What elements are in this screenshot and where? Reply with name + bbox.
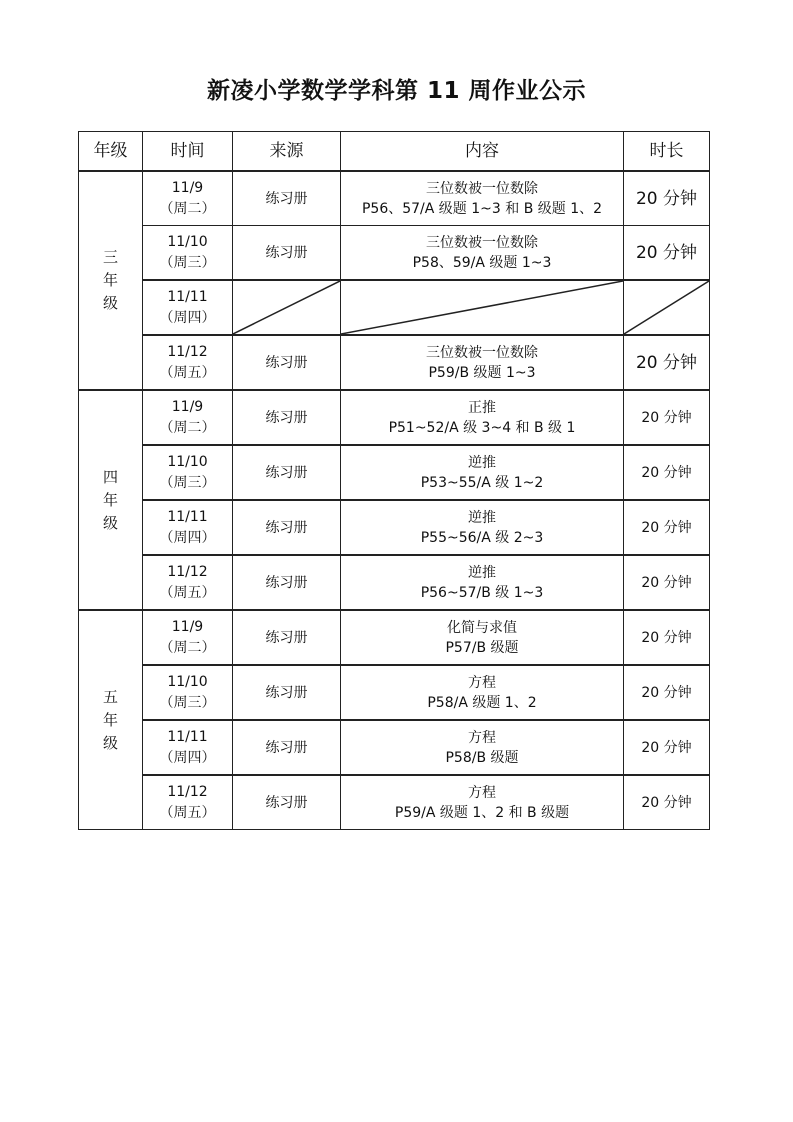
cell-text: 逆推 bbox=[468, 454, 496, 471]
cell-text: 方程 bbox=[468, 729, 496, 746]
date-cell bbox=[143, 500, 233, 555]
source-cell: 练习册 bbox=[233, 500, 341, 555]
date-cell bbox=[143, 390, 233, 445]
page-title: 新凌小学数学学科第 11 周作业公示 bbox=[206, 78, 587, 104]
grade-cell-3 bbox=[79, 171, 143, 390]
cell-text: P56~57/B 级 1~3 bbox=[420, 584, 544, 601]
cell-text: 11/9 bbox=[171, 398, 204, 415]
cell-text: （周三） bbox=[159, 694, 216, 711]
cell-text: 11/10 bbox=[167, 673, 208, 690]
diagonal-slash bbox=[233, 281, 340, 334]
cell-text: 级 bbox=[102, 733, 118, 752]
cell-text: 11/9 bbox=[171, 618, 204, 635]
table-row bbox=[79, 390, 710, 445]
date-cell bbox=[143, 720, 233, 775]
source-cell: 练习册 bbox=[233, 335, 341, 390]
cell-text: （周四） bbox=[159, 529, 216, 546]
grade-cell-5 bbox=[79, 610, 143, 830]
grade-cell-4 bbox=[79, 390, 143, 610]
cell-text: 级 bbox=[102, 513, 118, 532]
table-row bbox=[79, 335, 710, 390]
cell-text: P56、57/A 级题 1~3 和 B 级题 1、2 bbox=[361, 200, 603, 217]
source-cell: 练习册 bbox=[233, 610, 341, 665]
source-cell: 练习册 bbox=[233, 775, 341, 830]
content-cell bbox=[341, 775, 624, 830]
table-row-no-homework bbox=[79, 280, 710, 335]
date-cell bbox=[143, 335, 233, 390]
content-cell bbox=[341, 171, 624, 226]
cell-text: （周四） bbox=[159, 749, 216, 766]
cell-text: （周五） bbox=[159, 584, 216, 601]
duration-cell: 20 分钟 bbox=[624, 500, 710, 555]
cell-text: （周二） bbox=[159, 639, 216, 656]
date-cell bbox=[143, 775, 233, 830]
table-header-row bbox=[79, 132, 710, 172]
cell-text: 五 bbox=[102, 687, 118, 706]
duration-cell: 20 分钟 bbox=[624, 335, 710, 390]
cell-text: 11/11 bbox=[167, 728, 208, 745]
content-cell bbox=[341, 445, 624, 500]
date-cell bbox=[143, 226, 233, 281]
cell-text: P58、59/A 级题 1~3 bbox=[412, 254, 552, 271]
empty-slash-cell bbox=[233, 280, 341, 335]
table-row bbox=[79, 171, 710, 226]
duration-cell: 20 分钟 bbox=[624, 226, 710, 281]
source-cell: 练习册 bbox=[233, 665, 341, 720]
content-cell bbox=[341, 720, 624, 775]
cell-text: 11/12 bbox=[167, 343, 208, 360]
cell-text: 年 bbox=[102, 490, 118, 509]
duration-cell: 20 分钟 bbox=[624, 555, 710, 610]
cell-text: （周二） bbox=[159, 200, 216, 217]
cell-text: 年 bbox=[102, 271, 118, 289]
header-duration: 时长 bbox=[624, 132, 710, 172]
cell-text: 11/11 bbox=[167, 288, 208, 305]
table-row bbox=[79, 720, 710, 775]
cell-text: 四 bbox=[102, 467, 118, 486]
cell-text: （周三） bbox=[159, 474, 216, 491]
cell-text: 逆推 bbox=[468, 564, 496, 581]
cell-text: 三位数被一位数除 bbox=[426, 180, 538, 197]
content-cell bbox=[341, 500, 624, 555]
cell-text: P55~56/A 级 2~3 bbox=[420, 529, 544, 546]
cell-text: P59/B 级题 1~3 bbox=[428, 364, 536, 381]
cell-text: 方程 bbox=[468, 784, 496, 801]
empty-slash-cell bbox=[624, 280, 710, 335]
source-cell: 练习册 bbox=[233, 390, 341, 445]
cell-text: 11/12 bbox=[167, 563, 208, 580]
cell-text: 11/9 bbox=[171, 179, 204, 196]
table-row bbox=[79, 445, 710, 500]
content-cell bbox=[341, 335, 624, 390]
cell-text: （周三） bbox=[159, 254, 216, 271]
cell-text: 方程 bbox=[468, 674, 496, 691]
source-cell: 练习册 bbox=[233, 445, 341, 500]
content-cell bbox=[341, 226, 624, 281]
diagonal-slash bbox=[341, 281, 623, 334]
duration-cell: 20 分钟 bbox=[624, 775, 710, 830]
duration-cell: 20 分钟 bbox=[624, 390, 710, 445]
table-row bbox=[79, 665, 710, 720]
cell-text: 11/10 bbox=[167, 453, 208, 470]
header-time: 时间 bbox=[143, 132, 233, 172]
cell-text: 11/10 bbox=[167, 233, 208, 250]
cell-text: 三 bbox=[102, 248, 118, 266]
date-cell bbox=[143, 445, 233, 500]
cell-text: 11/12 bbox=[167, 783, 208, 800]
date-cell bbox=[143, 610, 233, 665]
content-cell bbox=[341, 390, 624, 445]
cell-text: （周四） bbox=[159, 309, 216, 326]
cell-text: P57/B 级题 bbox=[445, 639, 519, 656]
cell-text: （周五） bbox=[159, 364, 216, 381]
content-cell bbox=[341, 555, 624, 610]
cell-text: P51~52/A 级 3~4 和 B 级 1 bbox=[388, 419, 576, 436]
header-grade: 年级 bbox=[79, 132, 143, 172]
empty-slash-cell bbox=[341, 280, 624, 335]
table-row bbox=[79, 226, 710, 281]
content-cell bbox=[341, 610, 624, 665]
duration-cell: 20 分钟 bbox=[624, 610, 710, 665]
cell-text: （周二） bbox=[159, 419, 216, 436]
duration-cell: 20 分钟 bbox=[624, 665, 710, 720]
cell-text: P58/A 级题 1、2 bbox=[427, 694, 537, 711]
table-row bbox=[79, 775, 710, 830]
table-row bbox=[79, 500, 710, 555]
source-cell: 练习册 bbox=[233, 171, 341, 226]
duration-cell: 20 分钟 bbox=[624, 445, 710, 500]
table-row bbox=[79, 555, 710, 610]
source-cell: 练习册 bbox=[233, 555, 341, 610]
content-cell bbox=[341, 665, 624, 720]
cell-text: （周五） bbox=[159, 804, 216, 821]
cell-text: 三位数被一位数除 bbox=[426, 234, 538, 251]
cell-text: P53~55/A 级 1~2 bbox=[420, 474, 544, 491]
cell-text: 级 bbox=[102, 294, 118, 312]
header-content: 内容 bbox=[341, 132, 624, 172]
date-cell bbox=[143, 665, 233, 720]
diagonal-slash bbox=[624, 281, 709, 334]
homework-table bbox=[78, 131, 710, 830]
cell-text: 正推 bbox=[468, 399, 496, 416]
cell-text: P58/B 级题 bbox=[445, 749, 519, 766]
cell-text: 逆推 bbox=[468, 509, 496, 526]
header-source: 来源 bbox=[233, 132, 341, 172]
table-row bbox=[79, 610, 710, 665]
source-cell: 练习册 bbox=[233, 720, 341, 775]
cell-text: 三位数被一位数除 bbox=[426, 344, 538, 361]
cell-text: 11/11 bbox=[167, 508, 208, 525]
date-cell bbox=[143, 171, 233, 226]
cell-text: 化简与求值 bbox=[447, 619, 517, 636]
source-cell: 练习册 bbox=[233, 226, 341, 281]
cell-text: P59/A 级题 1、2 和 B 级题 bbox=[394, 804, 570, 821]
cell-text: 年 bbox=[102, 710, 118, 729]
date-cell bbox=[143, 555, 233, 610]
date-cell bbox=[143, 280, 233, 335]
duration-cell: 20 分钟 bbox=[624, 171, 710, 226]
duration-cell: 20 分钟 bbox=[624, 720, 710, 775]
